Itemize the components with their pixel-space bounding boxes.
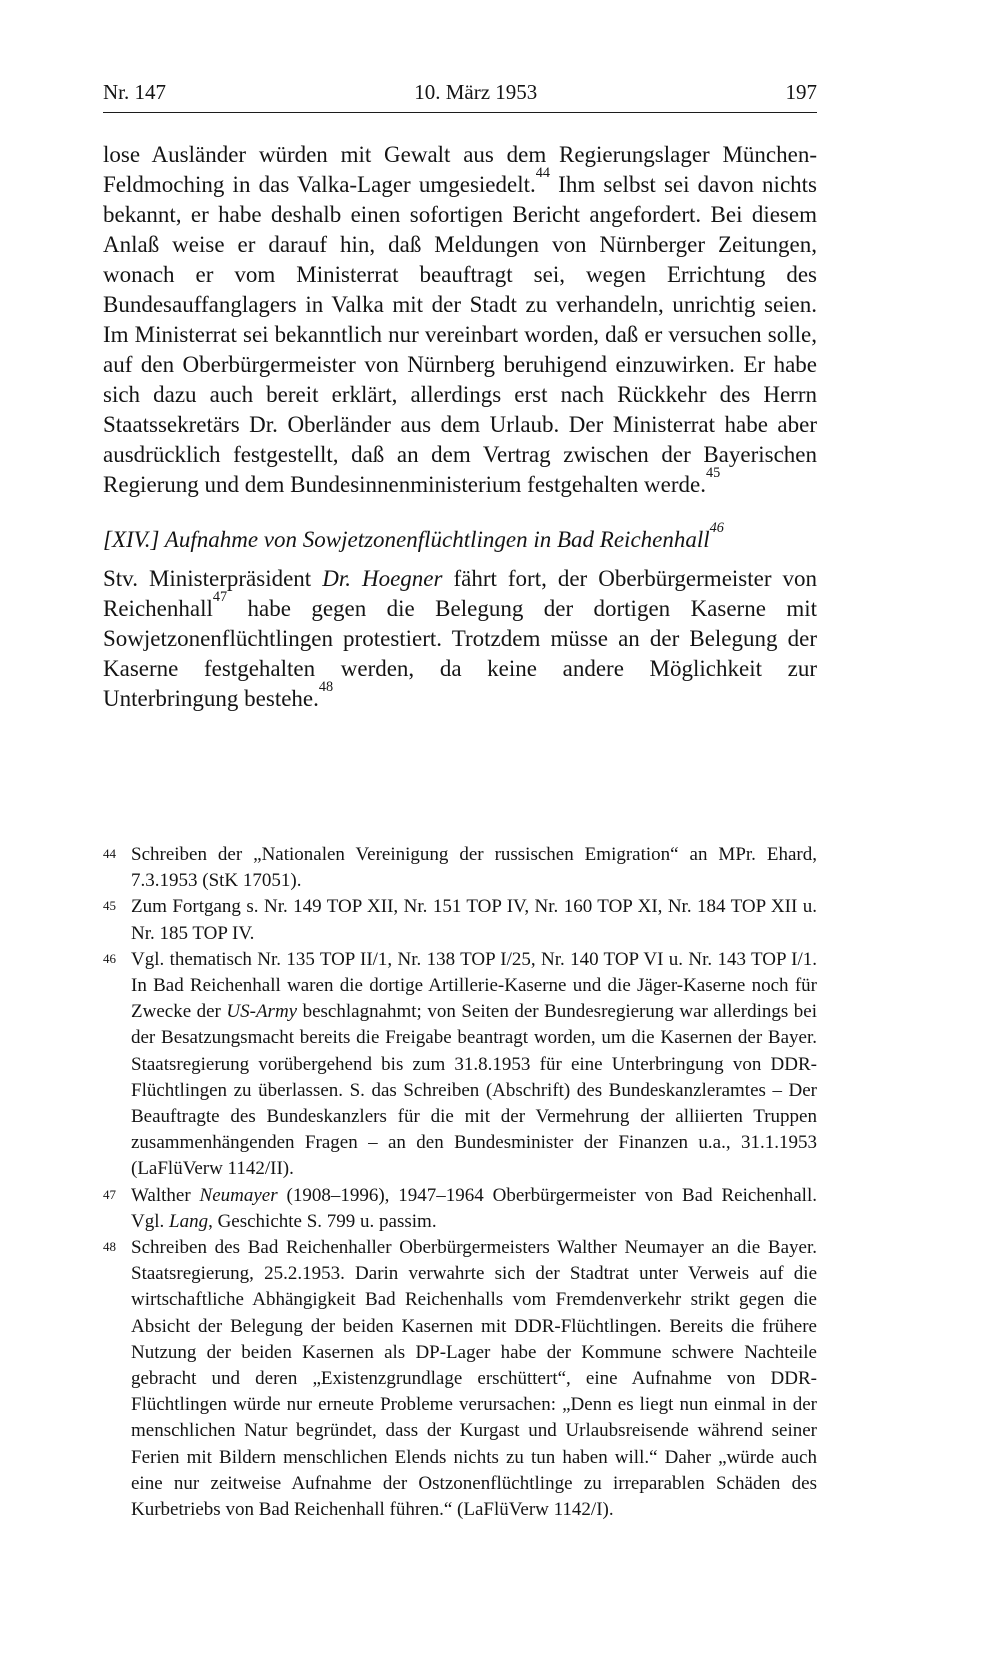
footnote-text: Walther [131,1184,200,1206]
footnote-ref-45: 45 [705,464,721,481]
footnote-ref-46: 46 [709,519,724,536]
footnote-text: Schreiben des Bad Reichenhaller Oberbürgermeisters Walther Neumayer an die Bayer. Staatsregierung, 25.2.1953. Darin verwahrte sich der Stadtrat unter Verweis auf die wirtschaftliche Abhängigkeit Bad Reichenhalls vom Fremdenverkehr strikt gegen die Absicht der Belegung der beiden Kasernen mit DDR-Flüchtlingen. Bereits die frühere Nutzung der beiden Kasernen als DP-Lager habe der Kommune schwere Nachteile gebracht und deren „Existenzgrundlage erschüttert“, eine Aufnahme von DDR-Flüchtlingen würde nur erneute Probleme verursachen: „Denn es liegt nun einmal in der menschlichen Natur begründet, dass der Kurgast und Urlaubsreisende während seiner Ferien mit Bildern menschlichen Elends nichts zu tun haben will.“ Daher „würde auch eine nur zeitweise Aufnahme der Ostzonenflüchtlinge zu irreparablen Schäden des Kurbetriebs von Bad Reichenhall führen.“ (LaFlüVerw 1142/I). [131,1237,817,1521]
header-date: 10. März 1953 [414,80,538,104]
header-doc-number: Nr. 147 [103,80,166,104]
footnotes-section [103,842,817,1523]
footnote-text-italic: Lang [169,1210,209,1232]
footnote-text-italic: Neumayer [199,1184,278,1206]
header-rule [103,112,817,113]
section-heading [103,519,817,555]
footnote-number: 45 [103,898,116,914]
paragraph-text: fährt fort, der Oberbürgermeister von Reichenhall [103,566,818,621]
footnote-number: 47 [103,1186,116,1202]
paragraph-text: habe gegen die Belegung der dortigen Kaserne mit Sowjetzonenflüchtlingen protestiert. Trotzdem müsse an der Belegung der Kaserne festgehalten werden, da keine andere Möglichkeit zur Unterbringung bestehe. [103,596,817,711]
footnote-text-italic: US-Army [226,1001,298,1023]
footnote-number: 48 [103,1239,116,1255]
paragraph-valka [103,140,817,500]
footnote-text: (1908–1996), 1947–1964 Oberbürgermeister von Bad Reichenhall. Vgl. [131,1184,817,1232]
footnote-ref-48: 48 [318,678,334,695]
paragraph-text: Stv. Ministerpräsident [103,566,323,591]
footnote-45 [103,894,817,946]
running-header [103,80,817,104]
footnote-text: Zum Fortgang s. Nr. 149 TOP XII, Nr. 151 TOP IV, Nr. 160 TOP XI, Nr. 184 TOP XII u. Nr. 185 TOP IV. [131,896,817,944]
footnote-text: , Geschichte S. 799 u. passim. [208,1210,437,1232]
header-page-number: 197 [785,80,817,104]
speaker-name: Dr. Hoegner [322,566,443,591]
footnote-ref-44: 44 [535,164,550,181]
footnote-text: Schreiben der „Nationalen Vereinigung der russischen Emigration“ an MPr. Ehard, 7.3.1953 (StK 17051). [131,844,817,892]
footnote-44 [103,842,817,894]
footnote-46 [103,947,817,1183]
paragraph-hoegner [103,564,817,714]
footnote-48 [103,1235,817,1523]
paragraph-text: lose Ausländer würden mit Gewalt aus dem Regierungslager München-Feldmoching in das Valka-Lager umgesiedelt. [103,142,817,197]
section-title: Aufnahme von Sowjetzonenflüchtlingen in Bad Reichenhall [159,527,710,552]
paragraph-text: Ihm selbst sei davon nichts bekannt, er habe deshalb einen sofortigen Bericht angefordert. Bei diesem Anlaß weise er darauf hin, daß Meldungen von Nürnberger Zeitungen, wonach er vom Ministerrat beauftragt sei, wegen Errichtung des Bundesauffanglagers in Valka mit der Stadt zu verhandeln, unrichtig seien. Im Ministerrat sei bekanntlich nur vereinbart worden, daß er versuchen solle, auf den Oberbürgermeister von Nürnberg beruhigend einzuwirken. Er habe sich dazu auch bereit erklärt, allerdings erst nach Rückkehr des Herrn Staatssekretärs Dr. Oberländer aus dem Urlaub. Der Ministerrat habe aber ausdrücklich festgestellt, daß an dem Vertrag zwischen der Bayerischen Regierung und dem Bundesinnenministerium festgehalten werde. [103,172,817,497]
main-text [103,140,817,714]
footnote-text: beschlagnahmt; von Seiten der Bundesregierung war allerdings bei der Besatzungsmacht bereits die Freigabe beantragt worden, um die Kasernen der Bayer. Staatsregierung vorübergehend bis zum 31.8.1953 für eine Unterbringung von DDR-Flüchtlingen zu überlassen. S. das Schreiben (Abschrift) des Bundeskanzleramtes – Der Beauftragte des Bundeskanzlers für die mit der Vermehrung der alliierten Truppen zusammenhängenden Fragen – an den Bundesminister der Finanzen u.a., 31.1.1953 (LaFlüVerw 1142/II). [131,1001,817,1180]
footnote-ref-47: 47 [212,588,228,605]
footnote-47 [103,1183,817,1235]
footnote-number: 44 [103,846,116,861]
footnote-text: Vgl. thematisch Nr. 135 TOP II/1, Nr. 138 TOP I/25, Nr. 140 TOP VI u. Nr. 143 TOP I/1. In Bad Reichenhall waren die dortige Artillerie-Kaserne und die Jäger-Kaserne noch für Zwecke der [131,948,817,1023]
section-label: [XIV.] [103,527,160,552]
footnote-number: 46 [103,950,116,966]
